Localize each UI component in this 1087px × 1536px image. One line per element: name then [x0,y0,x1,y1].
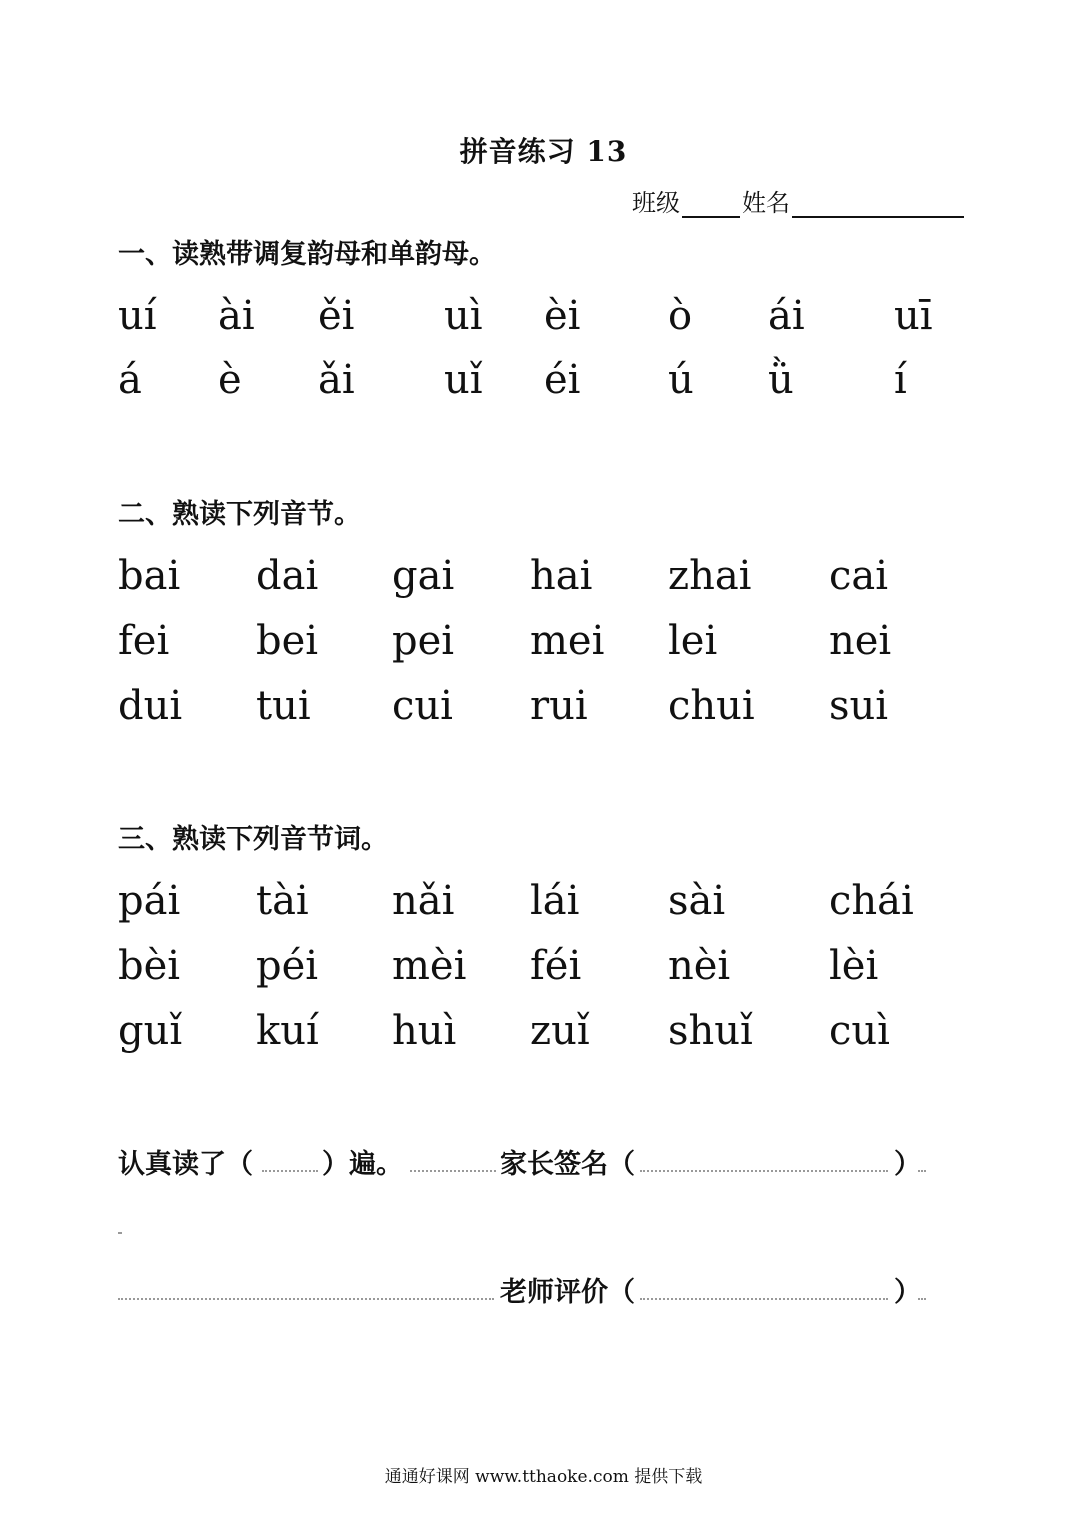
parent-signature-label: 家长签名（ [500,1149,635,1180]
pinyin-item: ái [768,293,805,339]
teacher-evaluation-label: 老师评价（ [500,1277,635,1308]
word-item: sài [668,878,726,924]
dot-mark [118,1232,122,1234]
syllable-item: sui [829,683,889,729]
class-label: 班级 [632,189,680,217]
pinyin-item: á [118,357,142,403]
name-label: 姓名 [742,189,790,217]
pinyin-item: ǜ [768,357,794,403]
pinyin-item: uí [118,293,157,339]
pinyin-item: è [218,357,242,403]
pinyin-item: uǐ [444,357,483,403]
word-item: mèi [392,943,467,989]
parent-signature-close: ） [894,1149,921,1180]
word-item: lái [530,878,580,924]
pinyin-item: í [894,357,907,403]
syllable-item: pei [392,618,455,664]
word-item: guǐ [118,1008,183,1054]
word-item: shuǐ [668,1008,753,1054]
pinyin-item: ò [668,293,693,339]
word-item: féi [530,943,582,989]
word-item: bèi [118,943,181,989]
word-item: tài [256,878,309,924]
pinyin-item: ú [668,357,694,403]
syllable-item: mei [530,618,605,664]
dotted-leader [410,1170,496,1172]
syllable-item: nei [829,618,892,664]
parent-signature-blank[interactable] [640,1170,888,1172]
word-item: pái [118,878,181,924]
syllable-item: chui [668,683,755,729]
syllable-item: bai [118,553,181,599]
teacher-evaluation-close: ） [894,1277,921,1308]
syllable-item: zhai [668,553,752,599]
word-item: zuǐ [530,1008,590,1054]
dotted-leader [918,1298,926,1300]
dotted-leader [118,1298,494,1300]
word-item: nèi [668,943,731,989]
syllable-item: dui [118,683,183,729]
syllable-item: dai [256,553,319,599]
syllable-item: cui [392,683,453,729]
syllable-item: cai [829,553,889,599]
word-item: nǎi [392,878,455,924]
dotted-leader [918,1170,926,1172]
word-item: kuí [256,1008,319,1054]
section-2-heading: 二、熟读下列音节。 [118,499,361,530]
name-blank [792,190,964,218]
class-blank [682,190,740,218]
word-item: cuì [829,1008,890,1054]
syllable-item: gai [392,553,455,599]
pinyin-item: ǎi [318,357,355,403]
word-item: lèi [829,943,879,989]
section-3-heading: 三、熟读下列音节词。 [118,824,388,855]
pinyin-item: èi [544,293,581,339]
pinyin-item: ěi [318,293,355,339]
download-credit: 通通好课网 www.tthaoke.com 提供下载 [384,1467,703,1487]
page-title: 拼音练习 13 [459,135,628,168]
read-count-prefix: 认真读了（ [118,1149,253,1180]
word-item: péi [256,943,319,989]
read-count-blank[interactable] [262,1170,318,1172]
syllable-item: rui [530,683,588,729]
syllable-item: bei [256,618,319,664]
section-1-heading: 一、读熟带调复韵母和单韵母。 [118,239,496,270]
word-item: huì [392,1008,457,1054]
word-item: chái [829,878,914,924]
pinyin-item: éi [544,357,581,403]
read-count-suffix: ）遍。 [322,1149,403,1180]
syllable-item: fei [118,618,170,664]
syllable-item: lei [668,618,718,664]
teacher-evaluation-blank[interactable] [640,1298,888,1300]
pinyin-item: ài [218,293,255,339]
syllable-item: hai [530,553,593,599]
syllable-item: tui [256,683,311,729]
pinyin-item: uì [444,293,483,339]
student-info [632,183,966,218]
pinyin-item: uī [894,293,933,339]
